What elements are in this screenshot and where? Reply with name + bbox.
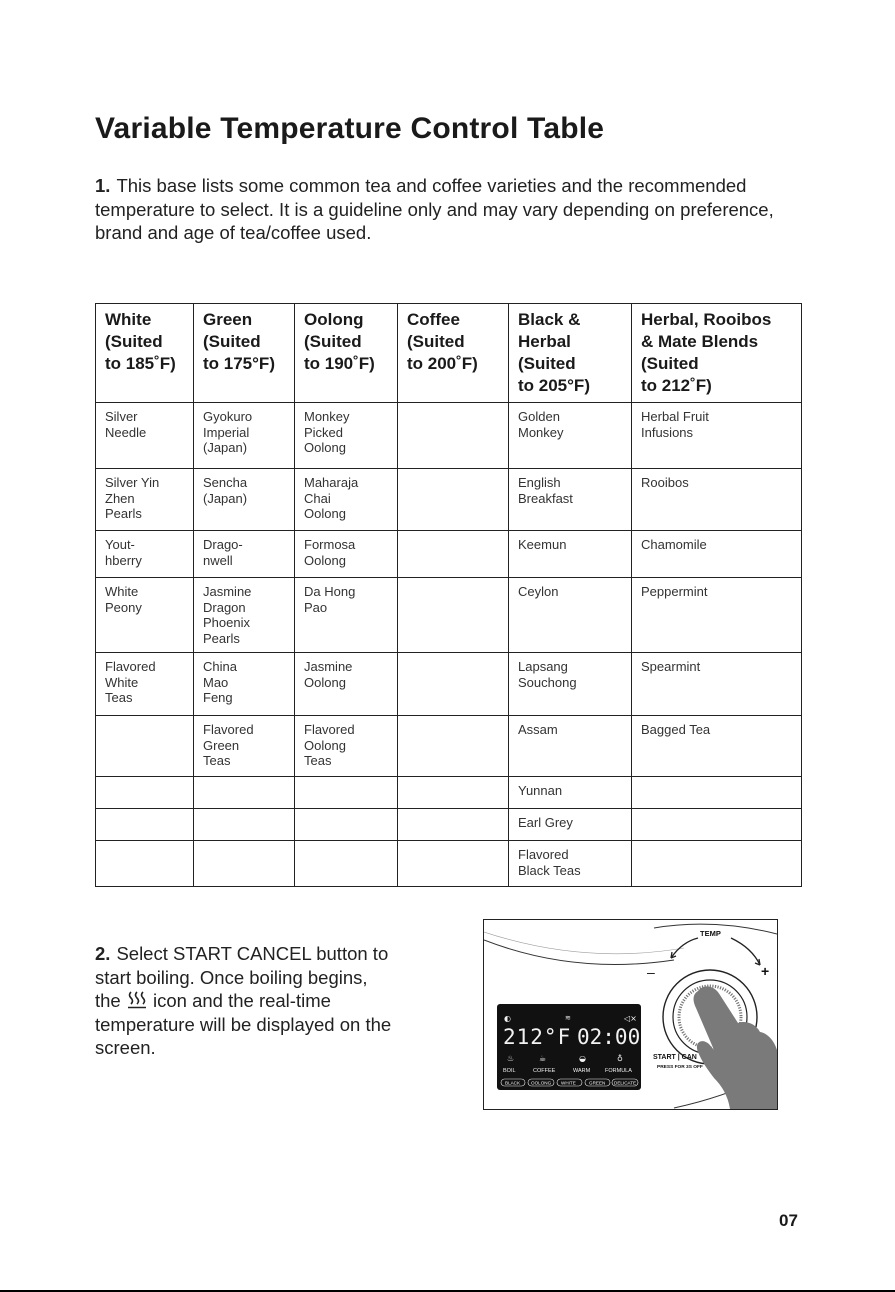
table-cell — [398, 531, 509, 578]
table-cell: Yout- hberry — [96, 531, 194, 578]
preset-green[interactable]: GREEN — [589, 1080, 606, 1086]
step2-paragraph — [95, 942, 395, 1060]
table-cell — [96, 841, 194, 887]
table-cell — [194, 809, 295, 841]
preset-white[interactable]: WHITE — [561, 1080, 576, 1086]
step2-text-after: icon and the real-time temperature will be displayed on the screen. — [95, 990, 392, 1058]
table-cell — [398, 403, 509, 469]
lcd-steam-icon: ≋ — [565, 1014, 571, 1022]
table-cell: Flavored Black Teas — [509, 841, 632, 887]
lcd-temperature: 212°F — [503, 1025, 572, 1049]
table-cell: Rooibos — [632, 469, 802, 531]
table-cell: Jasmine Oolong — [295, 653, 398, 716]
preset-black[interactable]: BLACK — [505, 1080, 521, 1086]
table-cell: Spearmint — [632, 653, 802, 716]
table-cell: Ceylon — [509, 578, 632, 653]
header-oolong: Oolong (Suited to 190˚F) — [295, 304, 398, 403]
table-cell: Chamomile — [632, 531, 802, 578]
header-herbal-rooibos-mate: Herbal, Rooibos & Mate Blends (Suited to 212˚F) — [632, 304, 802, 403]
table-cell: Jasmine Dragon Phoenix Pearls — [194, 578, 295, 653]
boil-icon: ♨ — [507, 1054, 515, 1063]
intro-number: 1. — [95, 175, 111, 196]
table-row — [96, 716, 802, 777]
table-cell: China Mao Feng — [194, 653, 295, 716]
header-white: White (Suited to 185˚F) — [96, 304, 194, 403]
table-cell: Yunnan — [509, 777, 632, 809]
table-cell: Golden Monkey — [509, 403, 632, 469]
table-cell: Formosa Oolong — [295, 531, 398, 578]
preset-delicate[interactable]: DELICATE — [614, 1080, 637, 1086]
table-cell: Silver Yin Zhen Pearls — [96, 469, 194, 531]
table-cell — [295, 809, 398, 841]
table-cell: Drago- nwell — [194, 531, 295, 578]
mute-icon: ◁× — [624, 1014, 637, 1023]
table-cell — [632, 777, 802, 809]
coffee-icon: ☕ — [539, 1054, 547, 1063]
table-cell: Herbal Fruit Infusions — [632, 403, 802, 469]
table-cell: Flavored Oolong Teas — [295, 716, 398, 777]
temperature-table — [95, 303, 802, 887]
table-row — [96, 403, 802, 469]
table-cell — [295, 841, 398, 887]
table-cell: Silver Needle — [96, 403, 194, 469]
table-cell — [96, 716, 194, 777]
table-cell: Sencha (Japan) — [194, 469, 295, 531]
table-row — [96, 809, 802, 841]
temp-label: TEMP — [700, 929, 721, 938]
table-row — [96, 578, 802, 653]
table-cell: Da Hong Pao — [295, 578, 398, 653]
formula-icon: ♁ — [617, 1054, 623, 1063]
steam-icon — [126, 991, 148, 1009]
table-cell: Flavored White Teas — [96, 653, 194, 716]
header-coffee: Coffee (Suited to 200˚F) — [398, 304, 509, 403]
minus-label[interactable]: – — [647, 964, 655, 980]
table-cell: Earl Grey — [509, 809, 632, 841]
step2-text-before: Select START CANCEL button to start boiling. Once boiling begins, the — [95, 943, 389, 1011]
mode-boil: BOIL — [503, 1068, 516, 1074]
table-body — [96, 403, 802, 887]
table-cell — [398, 716, 509, 777]
table-row — [96, 653, 802, 716]
table-row — [96, 531, 802, 578]
preset-oolong[interactable]: OOLONG — [531, 1080, 552, 1086]
table-cell — [295, 777, 398, 809]
table-cell: Gyokuro Imperial (Japan) — [194, 403, 295, 469]
table-cell — [96, 777, 194, 809]
table-cell — [398, 469, 509, 531]
table-row — [96, 777, 802, 809]
mode-formula: FORMULA — [605, 1068, 632, 1074]
table-cell: Monkey Picked Oolong — [295, 403, 398, 469]
table-cell: Lapsang Souchong — [509, 653, 632, 716]
table-cell — [398, 809, 509, 841]
mode-coffee: COFFEE — [533, 1068, 556, 1074]
plus-label[interactable]: + — [761, 963, 770, 979]
header-black-herbal: Black & Herbal (Suited to 205°F) — [509, 304, 632, 403]
table-cell: Bagged Tea — [632, 716, 802, 777]
table-cell: Keemun — [509, 531, 632, 578]
press-hint: PRESS FOR 3S OFF — [657, 1065, 703, 1070]
table-cell: Flavored Green Teas — [194, 716, 295, 777]
table-cell — [194, 841, 295, 887]
table-cell — [632, 841, 802, 887]
table-cell — [632, 809, 802, 841]
table-cell — [96, 809, 194, 841]
table-cell: Peppermint — [632, 578, 802, 653]
table-cell: English Breakfast — [509, 469, 632, 531]
table-cell: Maharaja Chai Oolong — [295, 469, 398, 531]
table-cell — [398, 841, 509, 887]
header-green: Green (Suited to 175°F) — [194, 304, 295, 403]
intro-paragraph — [95, 174, 785, 245]
lcd-time: 02:00 — [577, 1025, 641, 1049]
page-number: 07 — [779, 1211, 798, 1230]
kettle-control-panel — [483, 919, 778, 1110]
start-cancel-button[interactable]: START | CAN — [653, 1054, 697, 1061]
table-row — [96, 841, 802, 887]
intro-text: This base lists some common tea and coffee varieties and the recommended temperature to select. It is a guideline only and may vary depending on preference, brand and age of tea/coffee used. — [95, 175, 774, 243]
table-cell: White Peony — [96, 578, 194, 653]
table-cell: Assam — [509, 716, 632, 777]
table-cell — [398, 578, 509, 653]
table-cell — [398, 777, 509, 809]
table-row — [96, 469, 802, 531]
page-title: Variable Temperature Control Table — [95, 112, 605, 145]
mode-warm: WARM — [573, 1068, 591, 1074]
step2-number: 2. — [95, 943, 111, 964]
table-cell — [194, 777, 295, 809]
table-cell — [398, 653, 509, 716]
warm-icon: ◒ — [579, 1054, 586, 1063]
table-header-row — [96, 304, 802, 403]
power-icon: ◐ — [504, 1014, 511, 1023]
